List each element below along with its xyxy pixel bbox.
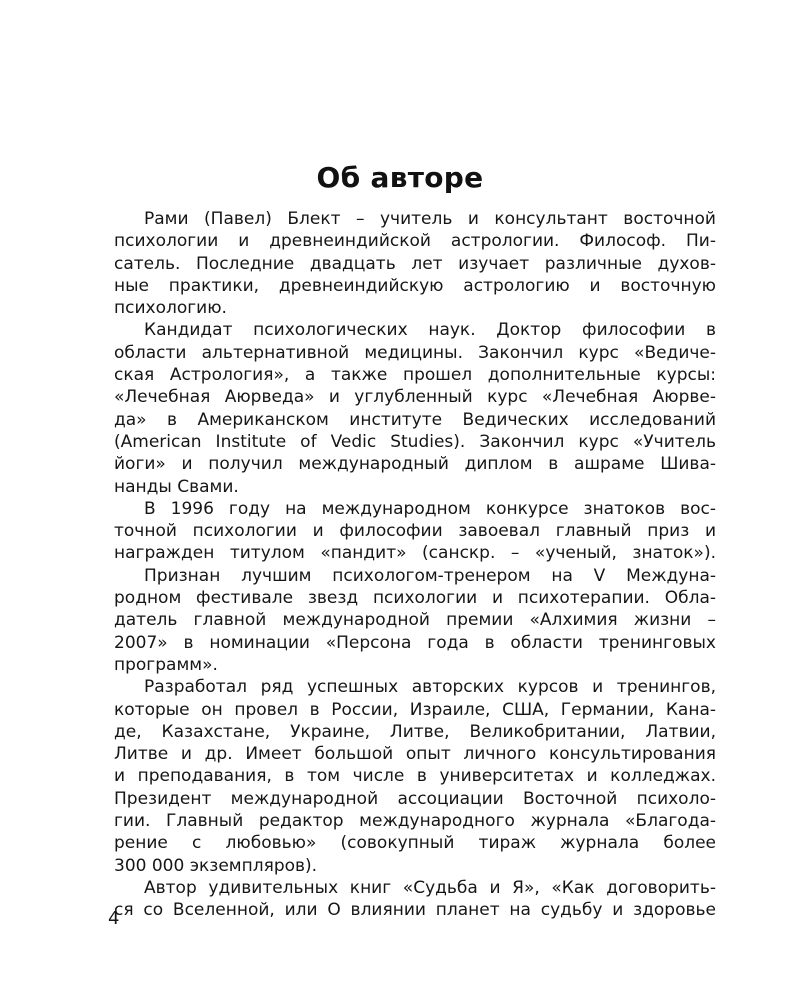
text-line: и преподавания, в том числе в университетах и колледжах. — [114, 766, 716, 787]
text-line: гии. Главный редактор международного журнала «Благода- — [114, 811, 716, 832]
text-line: рение с любовью» (совокупный тираж журнала более — [114, 833, 716, 854]
text-line: датель главной международной премии «Алхимия жизни – — [114, 610, 716, 631]
text-line: которые он провел в России, Израиле, США, Германии, Кана- — [114, 699, 716, 720]
text-line: «Лечебная Аюрведа» и углубленный курс «Лечебная Аюрве- — [114, 387, 716, 408]
text-line: да» в Американском институте Ведических исследований — [114, 409, 716, 430]
text-line: точной психологии и философии завоевал главный приз и — [114, 521, 716, 542]
text-line: родном фестивале звезд психологии и психотерапии. Обла- — [114, 588, 716, 609]
text-line: ская Астрология», а также прошел дополнительные курсы: — [114, 365, 716, 386]
text-line: Кандидат психологических наук. Доктор философии в — [144, 320, 716, 341]
text-line: ся со Вселенной, или О влиянии планет на судьбу и здоровье — [114, 900, 716, 921]
text-line: ные практики, древнеиндийскую астрологию и восточную — [114, 275, 716, 296]
text-line: 300 000 экземпляров). — [114, 855, 318, 876]
text-line: Разработал ряд успешных авторских курсов и тренингов, — [144, 677, 716, 698]
text-line: Признан лучшим психологом-тренером на V Междуна- — [144, 565, 716, 586]
text-line: Автор удивительных книг «Судьба и Я», «Как договорить- — [144, 877, 716, 898]
text-line: 2007» в номинации «Персона года в области тренинговых — [114, 632, 716, 653]
text-line: психологию. — [114, 298, 227, 319]
text-line: Рами (Павел) Блект – учитель и консультант восточной — [144, 209, 716, 229]
text-line: йоги» и получил международный диплом в ашраме Шива- — [114, 454, 716, 475]
page-title: Об авторе — [316, 161, 484, 194]
text-line: программ». — [114, 654, 218, 675]
text-line: В 1996 году на международном конкурсе знатоков вос- — [144, 498, 716, 519]
text-line: Литве и др. Имеет большой опыт личного консультирования — [114, 744, 716, 765]
text-line: психологии и древнеиндийской астрологии. Философ. Пи- — [114, 231, 716, 252]
body-text — [114, 208, 716, 922]
page-number: 4 — [108, 908, 120, 929]
text-line: де, Казахстане, Украине, Литве, Великобритании, Латвии, — [114, 721, 716, 742]
text-line: (American Institute of Vedic Studies). Закончил курс «Учитель — [114, 431, 716, 452]
text-line: награжден титулом «пандит» (санскр. – «ученый, знаток»). — [114, 543, 716, 564]
text-line: Президент международной ассоциации Восточной психоло- — [114, 788, 716, 809]
text-line: сатель. Последние двадцать лет изучает различные духов- — [114, 253, 716, 274]
text-line: области альтернативной медицины. Закончил курс «Ведиче- — [114, 342, 716, 363]
text-line: нанды Свами. — [114, 476, 239, 497]
